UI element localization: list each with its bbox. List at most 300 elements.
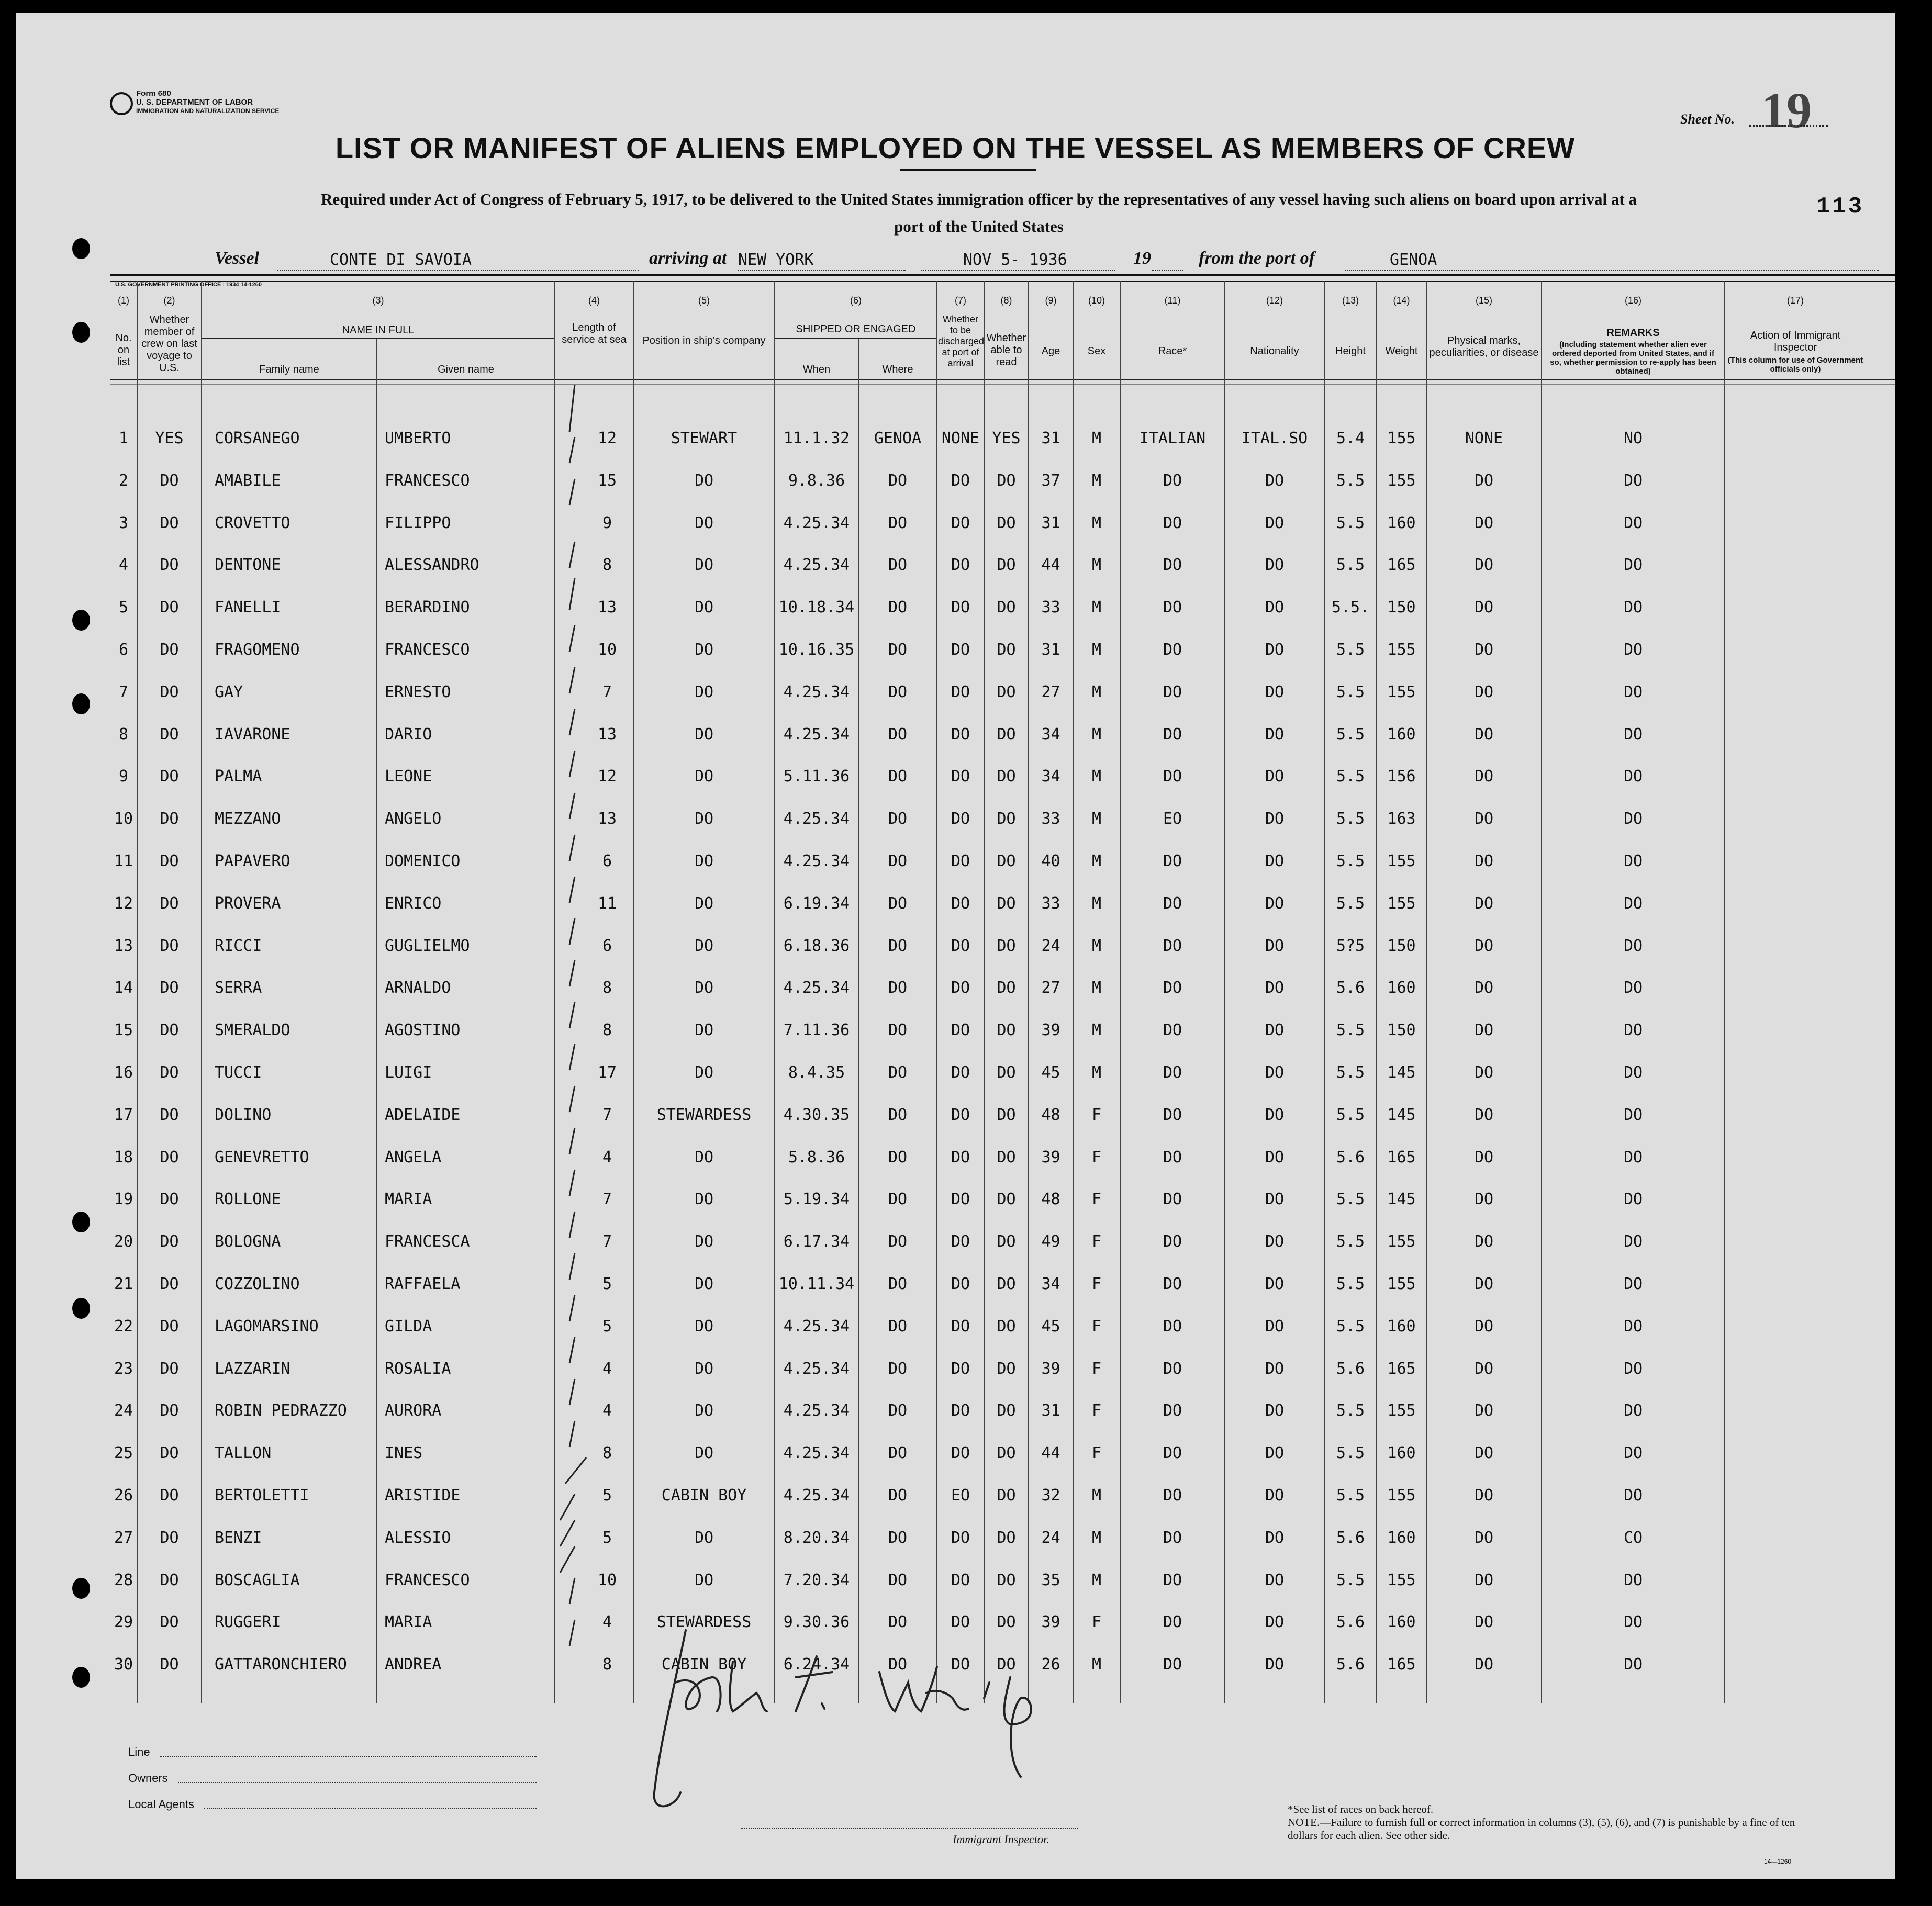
race-cell: DO: [1163, 1317, 1182, 1336]
age-cell: 27: [1041, 683, 1060, 701]
able-to-read-cell: DO: [997, 894, 1016, 913]
shipped-when-cell: 4.30.35: [783, 1106, 850, 1124]
height-cell: 5.5: [1336, 1317, 1365, 1336]
vessel-info-line: [215, 249, 1879, 280]
col-14-number: (14): [1393, 295, 1410, 306]
previous-voyage-cell: DO: [160, 1190, 179, 1208]
nationality-cell: DO: [1265, 683, 1285, 701]
col-6-number: (6): [850, 295, 862, 306]
given-name-cell: AURORA: [385, 1402, 442, 1420]
nationality-cell: DO: [1265, 1190, 1285, 1208]
nationality-cell: DO: [1265, 1486, 1285, 1505]
shipped-when-cell: 4.25.34: [783, 556, 850, 574]
ship-position-cell: DO: [694, 1402, 714, 1420]
given-name-cell: FRANCESCO: [385, 641, 470, 659]
age-cell: 31: [1041, 1402, 1060, 1420]
age-cell: 31: [1041, 429, 1060, 447]
weight-cell: 160: [1387, 1529, 1416, 1547]
service-length-cell: 4: [602, 1148, 612, 1167]
previous-voyage-cell: DO: [160, 514, 179, 532]
family-name-cell: TALLON: [215, 1444, 272, 1462]
col-14-header: Weight: [1385, 345, 1418, 357]
col-1-number: (1): [118, 295, 129, 306]
ship-position-cell: DO: [694, 1021, 714, 1039]
department-seal-icon: [110, 92, 133, 115]
given-name-cell: ADELAIDE: [385, 1106, 461, 1124]
shipped-where-cell: DO: [888, 1571, 908, 1589]
row-number-cell: 3: [118, 514, 129, 532]
col-11-number: (11): [1164, 295, 1181, 306]
discharge-status-cell: DO: [951, 556, 970, 574]
given-name-cell: ARNALDO: [385, 979, 451, 997]
age-cell: 39: [1041, 1360, 1060, 1378]
sheet-number-underline: [1749, 125, 1828, 127]
remarks-cell: DO: [1623, 725, 1643, 744]
col-17-number: (17): [1786, 295, 1804, 306]
height-cell: 5?5: [1336, 937, 1365, 955]
sex-cell: F: [1091, 1317, 1102, 1336]
discharge-status-cell: DO: [951, 1613, 970, 1631]
previous-voyage-cell: YES: [155, 429, 184, 447]
remarks-cell: DO: [1623, 598, 1643, 616]
shipped-when-cell: 10.16.35: [778, 641, 855, 659]
sex-cell: M: [1091, 767, 1102, 786]
family-name-cell: LAGOMARSINO: [215, 1317, 319, 1336]
age-cell: 40: [1041, 852, 1060, 870]
height-cell: 5.6: [1336, 1360, 1365, 1378]
nationality-cell: DO: [1265, 1360, 1285, 1378]
discharge-status-cell: DO: [951, 641, 970, 659]
shipped-where-cell: DO: [888, 641, 908, 659]
shipped-where-cell: DO: [888, 598, 908, 616]
age-cell: 26: [1041, 1655, 1060, 1674]
discharge-status-cell: DO: [951, 1571, 970, 1589]
able-to-read-cell: DO: [997, 937, 1016, 955]
col-2-number: (2): [163, 295, 175, 306]
weight-cell: 145: [1387, 1063, 1416, 1082]
physical-marks-cell: DO: [1474, 810, 1494, 828]
previous-voyage-cell: DO: [160, 1613, 179, 1631]
height-cell: 5.5: [1336, 1063, 1365, 1082]
shipped-where-cell: DO: [888, 514, 908, 532]
arriving-at-label: arriving at: [649, 249, 727, 268]
discharge-status-cell: DO: [951, 1317, 970, 1336]
age-cell: 34: [1041, 767, 1060, 786]
discharge-status-cell: DO: [951, 1360, 970, 1378]
age-cell: 32: [1041, 1486, 1060, 1505]
ship-position-cell: DO: [694, 979, 714, 997]
stamped-page-number: 113: [1816, 194, 1864, 220]
able-to-read-cell: DO: [997, 1190, 1016, 1208]
discharge-status-cell: DO: [951, 472, 970, 490]
service-length-cell: 7: [602, 1190, 612, 1208]
weight-cell: 155: [1387, 429, 1416, 447]
race-cell: DO: [1163, 556, 1182, 574]
race-cell: DO: [1163, 472, 1182, 490]
previous-voyage-cell: DO: [160, 598, 179, 616]
shipped-where-cell: DO: [888, 1486, 908, 1505]
col-10-header: Sex: [1087, 345, 1106, 357]
discharge-status-cell: DO: [951, 1232, 970, 1251]
given-name-cell: FILIPPO: [385, 514, 451, 532]
age-cell: 24: [1041, 1529, 1060, 1547]
age-cell: 27: [1041, 979, 1060, 997]
family-name-cell: BENZI: [215, 1529, 262, 1547]
nationality-cell: DO: [1265, 1063, 1285, 1082]
given-name-cell: UMBERTO: [385, 429, 451, 447]
col-17-header: Action of Immigrant Inspector: [1750, 330, 1841, 353]
service-length-cell: 5: [602, 1486, 612, 1505]
col-16-header: REMARKS: [1606, 327, 1660, 339]
previous-voyage-cell: DO: [160, 1444, 179, 1462]
able-to-read-cell: DO: [997, 514, 1016, 532]
nationality-cell: DO: [1265, 979, 1285, 997]
col-12-number: (12): [1266, 295, 1283, 306]
nationality-cell: DO: [1265, 894, 1285, 913]
discharge-status-cell: DO: [951, 1529, 970, 1547]
able-to-read-cell: DO: [997, 1021, 1016, 1039]
footnote: [1288, 1803, 1827, 1842]
nationality-cell: DO: [1265, 1021, 1285, 1039]
col-16-subheader: (Including statement whether alien ever ordered deported from United States, and if so, whether permission to re-apply has been obtained): [1550, 340, 1716, 376]
subtitle-line-1: Required under Act of Congress of February 5, 1917, to be delivered to the United States immigration officer by the representatives of any vessel having such aliens on board upon arrival at a: [321, 190, 1637, 208]
row-number-cell: 8: [118, 725, 129, 744]
height-cell: 5.5: [1336, 514, 1365, 532]
race-cell: DO: [1163, 598, 1182, 616]
previous-voyage-cell: DO: [160, 1571, 179, 1589]
service-length-cell: 7: [602, 1232, 612, 1251]
sex-cell: M: [1091, 810, 1102, 828]
ship-position-cell: DO: [694, 514, 714, 532]
ship-position-cell: DO: [694, 641, 714, 659]
given-name-cell: ROSALIA: [385, 1360, 451, 1378]
sex-cell: F: [1091, 1275, 1102, 1293]
physical-marks-cell: DO: [1474, 1148, 1494, 1167]
form-identifier: [94, 89, 293, 116]
race-cell: DO: [1163, 1529, 1182, 1547]
service-length-cell: 8: [602, 1021, 612, 1039]
signature-text: John F. Whigler, Insp.: [769, 1787, 775, 1788]
ship-position-cell: DO: [694, 598, 714, 616]
given-name-cell: ANGELA: [385, 1148, 442, 1167]
service-length-cell: 4: [602, 1402, 612, 1420]
col-8-number: (8): [1000, 295, 1012, 306]
service-length-cell: 12: [597, 429, 617, 447]
nationality-cell: DO: [1265, 937, 1285, 955]
previous-voyage-cell: DO: [160, 1402, 179, 1420]
race-cell: DO: [1163, 894, 1182, 913]
discharge-status-cell: DO: [951, 1275, 970, 1293]
age-cell: 39: [1041, 1613, 1060, 1631]
age-cell: 49: [1041, 1232, 1060, 1251]
row-number-cell: 1: [118, 429, 129, 447]
given-name-cell: INES: [385, 1444, 423, 1462]
arriving-port: NEW YORK: [738, 251, 814, 269]
nationality-cell: DO: [1265, 598, 1285, 616]
inspector-signature-line: [741, 1828, 1078, 1829]
age-cell: 33: [1041, 810, 1060, 828]
remarks-cell: DO: [1623, 472, 1643, 490]
shipped-where-cell: DO: [888, 1317, 908, 1336]
remarks-cell: DO: [1623, 767, 1643, 786]
shipped-when-cell: 7.20.34: [783, 1571, 850, 1589]
able-to-read-cell: DO: [997, 472, 1016, 490]
row-number-cell: 25: [114, 1444, 133, 1462]
given-name-cell: FRANCESCO: [385, 472, 470, 490]
weight-cell: 165: [1387, 1360, 1416, 1378]
nationality-cell: DO: [1265, 1529, 1285, 1547]
height-cell: 5.6: [1336, 1655, 1365, 1674]
sex-cell: M: [1091, 598, 1102, 616]
physical-marks-cell: DO: [1474, 1571, 1494, 1589]
row-number-cell: 22: [114, 1317, 133, 1336]
previous-voyage-cell: DO: [160, 683, 179, 701]
shipped-where-cell: DO: [888, 1148, 908, 1167]
able-to-read-cell: DO: [997, 1655, 1016, 1674]
previous-voyage-cell: DO: [160, 641, 179, 659]
family-name-cell: FANELLI: [215, 598, 281, 616]
row-number-cell: 16: [114, 1063, 133, 1082]
weight-cell: 155: [1387, 472, 1416, 490]
row-number-cell: 9: [118, 767, 129, 786]
previous-voyage-cell: DO: [160, 1106, 179, 1124]
remarks-cell: DO: [1623, 683, 1643, 701]
ship-position-cell: CABIN BOY: [661, 1655, 747, 1674]
shipped-where-cell: DO: [888, 725, 908, 744]
nationality-cell: DO: [1265, 556, 1285, 574]
physical-marks-cell: DO: [1474, 1444, 1494, 1462]
sex-cell: F: [1091, 1190, 1102, 1208]
row-number-cell: 13: [114, 937, 133, 955]
physical-marks-cell: NONE: [1465, 429, 1503, 447]
service-length-cell: 8: [602, 1655, 612, 1674]
weight-cell: 165: [1387, 1148, 1416, 1167]
ship-position-cell: DO: [694, 1063, 714, 1082]
weight-cell: 165: [1387, 556, 1416, 574]
shipped-where-cell: DO: [888, 1190, 908, 1208]
physical-marks-cell: DO: [1474, 598, 1494, 616]
physical-marks-cell: DO: [1474, 1613, 1494, 1631]
when-header: When: [802, 364, 831, 375]
physical-marks-cell: DO: [1474, 683, 1494, 701]
form-number: Form 680: [136, 89, 171, 98]
age-cell: 31: [1041, 641, 1060, 659]
sex-cell: M: [1091, 514, 1102, 532]
given-name-cell: ALESSANDRO: [385, 556, 479, 574]
discharge-status-cell: DO: [951, 1402, 970, 1420]
nationality-cell: DO: [1265, 852, 1285, 870]
able-to-read-cell: DO: [997, 1486, 1016, 1505]
discharge-status-cell: NONE: [941, 429, 980, 447]
col-12-header: Nationality: [1250, 345, 1299, 357]
service-length-cell: 15: [597, 472, 617, 490]
shipped-where-cell: DO: [888, 472, 908, 490]
family-name-cell: RUGGERI: [215, 1613, 281, 1631]
remarks-cell: DO: [1623, 1655, 1643, 1674]
shipped-when-cell: 4.25.34: [783, 852, 850, 870]
sex-cell: M: [1091, 1021, 1102, 1039]
weight-cell: 163: [1387, 810, 1416, 828]
shipped-where-cell: DO: [888, 1613, 908, 1631]
ship-position-cell: CABIN BOY: [661, 1486, 747, 1505]
discharge-status-cell: DO: [951, 725, 970, 744]
sex-cell: F: [1091, 1106, 1102, 1124]
ship-position-cell: DO: [694, 472, 714, 490]
race-cell: DO: [1163, 514, 1182, 532]
row-number-cell: 26: [114, 1486, 133, 1505]
local-agents-label: Local Agents: [128, 1798, 194, 1811]
col-4-number: (4): [588, 295, 600, 306]
shipped-when-cell: 8.4.35: [788, 1063, 845, 1082]
family-name-cell: SMERALDO: [215, 1021, 291, 1039]
given-name-cell: ENRICO: [385, 894, 442, 913]
previous-voyage-cell: DO: [160, 1360, 179, 1378]
family-name-cell: GAY: [215, 683, 243, 701]
row-number-cell: 12: [114, 894, 133, 913]
row-number-cell: 20: [114, 1232, 133, 1251]
punch-hole: [72, 238, 90, 259]
col-7-number: (7): [955, 295, 966, 306]
sex-cell: F: [1091, 1232, 1102, 1251]
able-to-read-cell: DO: [997, 1444, 1016, 1462]
weight-cell: 155: [1387, 683, 1416, 701]
service-length-cell: 8: [602, 979, 612, 997]
remarks-cell: DO: [1623, 641, 1643, 659]
punch-hole: [72, 693, 90, 714]
nationality-cell: DO: [1265, 1148, 1285, 1167]
weight-cell: 160: [1387, 1613, 1416, 1631]
shipped-where-cell: DO: [888, 1360, 908, 1378]
height-cell: 5.5: [1336, 1571, 1365, 1589]
family-name-cell: IAVARONE: [215, 725, 291, 744]
family-name-cell: BOLOGNA: [215, 1232, 281, 1251]
ship-position-cell: DO: [694, 937, 714, 955]
family-name-cell: GENEVRETTO: [215, 1148, 309, 1167]
previous-voyage-cell: DO: [160, 1486, 179, 1505]
height-cell: 5.5: [1336, 1486, 1365, 1505]
shipped-when-cell: 4.25.34: [783, 725, 850, 744]
ship-position-cell: DO: [694, 894, 714, 913]
service-length-cell: 5: [602, 1275, 612, 1293]
weight-cell: 160: [1387, 1317, 1416, 1336]
family-name-cell: BOSCAGLIA: [215, 1571, 300, 1589]
family-name-cell: LAZZARIN: [215, 1360, 291, 1378]
discharge-status-cell: EO: [951, 1486, 970, 1505]
previous-voyage-cell: DO: [160, 767, 179, 786]
family-name-cell: AMABILE: [215, 472, 281, 490]
able-to-read-cell: DO: [997, 641, 1016, 659]
col-2-header: Whether member of crew on last voyage to U.S.: [141, 314, 197, 374]
weight-cell: 150: [1387, 937, 1416, 955]
sex-cell: M: [1091, 725, 1102, 744]
shipped-when-cell: 6.24.34: [783, 1655, 850, 1674]
punch-hole: [72, 1578, 90, 1599]
weight-cell: 155: [1387, 1402, 1416, 1420]
weight-cell: 155: [1387, 641, 1416, 659]
shipped-when-cell: 4.25.34: [783, 1317, 850, 1336]
family-name-cell: SERRA: [215, 979, 262, 997]
weight-cell: 155: [1387, 1275, 1416, 1293]
shipped-when-cell: 6.17.34: [783, 1232, 850, 1251]
able-to-read-cell: DO: [997, 1613, 1016, 1631]
age-cell: 33: [1041, 894, 1060, 913]
shipped-when-cell: 10.18.34: [778, 598, 855, 616]
sex-cell: M: [1091, 1486, 1102, 1505]
given-name-cell: GUGLIELMO: [385, 937, 470, 955]
row-number-cell: 14: [114, 979, 133, 997]
given-name-cell: GILDA: [385, 1317, 432, 1336]
penalty-note: NOTE.—Failure to furnish full or correct information in columns (3), (5), (6), and (7) is punishable by a fine of ten dollars for each alien. See other side.: [1288, 1816, 1795, 1842]
shipped-when-cell: 9.8.36: [788, 472, 845, 490]
owners-label: Owners: [128, 1772, 168, 1785]
nationality-cell: DO: [1265, 641, 1285, 659]
remarks-cell: DO: [1623, 1444, 1643, 1462]
family-name-header: Family name: [259, 364, 319, 375]
physical-marks-cell: DO: [1474, 641, 1494, 659]
remarks-cell: DO: [1623, 556, 1643, 574]
ship-position-cell: STEWARDESS: [656, 1613, 752, 1631]
height-cell: 5.4: [1336, 429, 1365, 447]
remarks-cell: DO: [1623, 1190, 1643, 1208]
age-cell: 48: [1041, 1106, 1060, 1124]
race-footnote: *See list of races on back hereof.: [1288, 1803, 1434, 1815]
shipped-where-cell: DO: [888, 979, 908, 997]
height-cell: 5.5: [1336, 894, 1365, 913]
previous-voyage-cell: DO: [160, 472, 179, 490]
physical-marks-cell: DO: [1474, 1655, 1494, 1674]
able-to-read-cell: DO: [997, 1275, 1016, 1293]
physical-marks-cell: DO: [1474, 725, 1494, 744]
able-to-read-cell: DO: [997, 852, 1016, 870]
nationality-cell: DO: [1265, 1444, 1285, 1462]
sex-cell: M: [1091, 1063, 1102, 1082]
col-3-header: NAME IN FULL: [342, 324, 415, 336]
inspector-signature: [644, 1620, 1073, 1819]
service-length-cell: 17: [597, 1063, 617, 1082]
age-cell: 37: [1041, 472, 1060, 490]
previous-voyage-cell: DO: [160, 1275, 179, 1293]
race-cell: DO: [1163, 1486, 1182, 1505]
ship-position-cell: DO: [694, 810, 714, 828]
nationality-cell: DO: [1265, 472, 1285, 490]
race-cell: DO: [1163, 1402, 1182, 1420]
nationality-cell: DO: [1265, 1402, 1285, 1420]
discharge-status-cell: DO: [951, 1106, 970, 1124]
col-1-header: No. on list: [115, 332, 132, 368]
shipped-where-cell: DO: [888, 894, 908, 913]
sex-cell: F: [1091, 1444, 1102, 1462]
given-name-cell: ARISTIDE: [385, 1486, 461, 1505]
height-cell: 5.6: [1336, 1529, 1365, 1547]
service-length-cell: 10: [597, 1571, 617, 1589]
shipped-when-cell: 4.25.34: [783, 1444, 850, 1462]
ship-position-cell: DO: [694, 1190, 714, 1208]
given-name-cell: ERNESTO: [385, 683, 451, 701]
service-length-cell: 9: [602, 514, 612, 532]
nationality-cell: DO: [1265, 725, 1285, 744]
able-to-read-cell: YES: [992, 429, 1021, 447]
service-length-cell: 13: [597, 810, 617, 828]
ship-position-cell: DO: [694, 1529, 714, 1547]
family-name-cell: PROVERA: [215, 894, 281, 913]
weight-cell: 150: [1387, 598, 1416, 616]
row-number-cell: 30: [114, 1655, 133, 1674]
shipped-where-cell: DO: [888, 683, 908, 701]
remarks-cell: DO: [1623, 1571, 1643, 1589]
family-name-cell: GATTARONCHIERO: [215, 1655, 347, 1674]
shipped-when-cell: 4.25.34: [783, 514, 850, 532]
sex-cell: M: [1091, 556, 1102, 574]
